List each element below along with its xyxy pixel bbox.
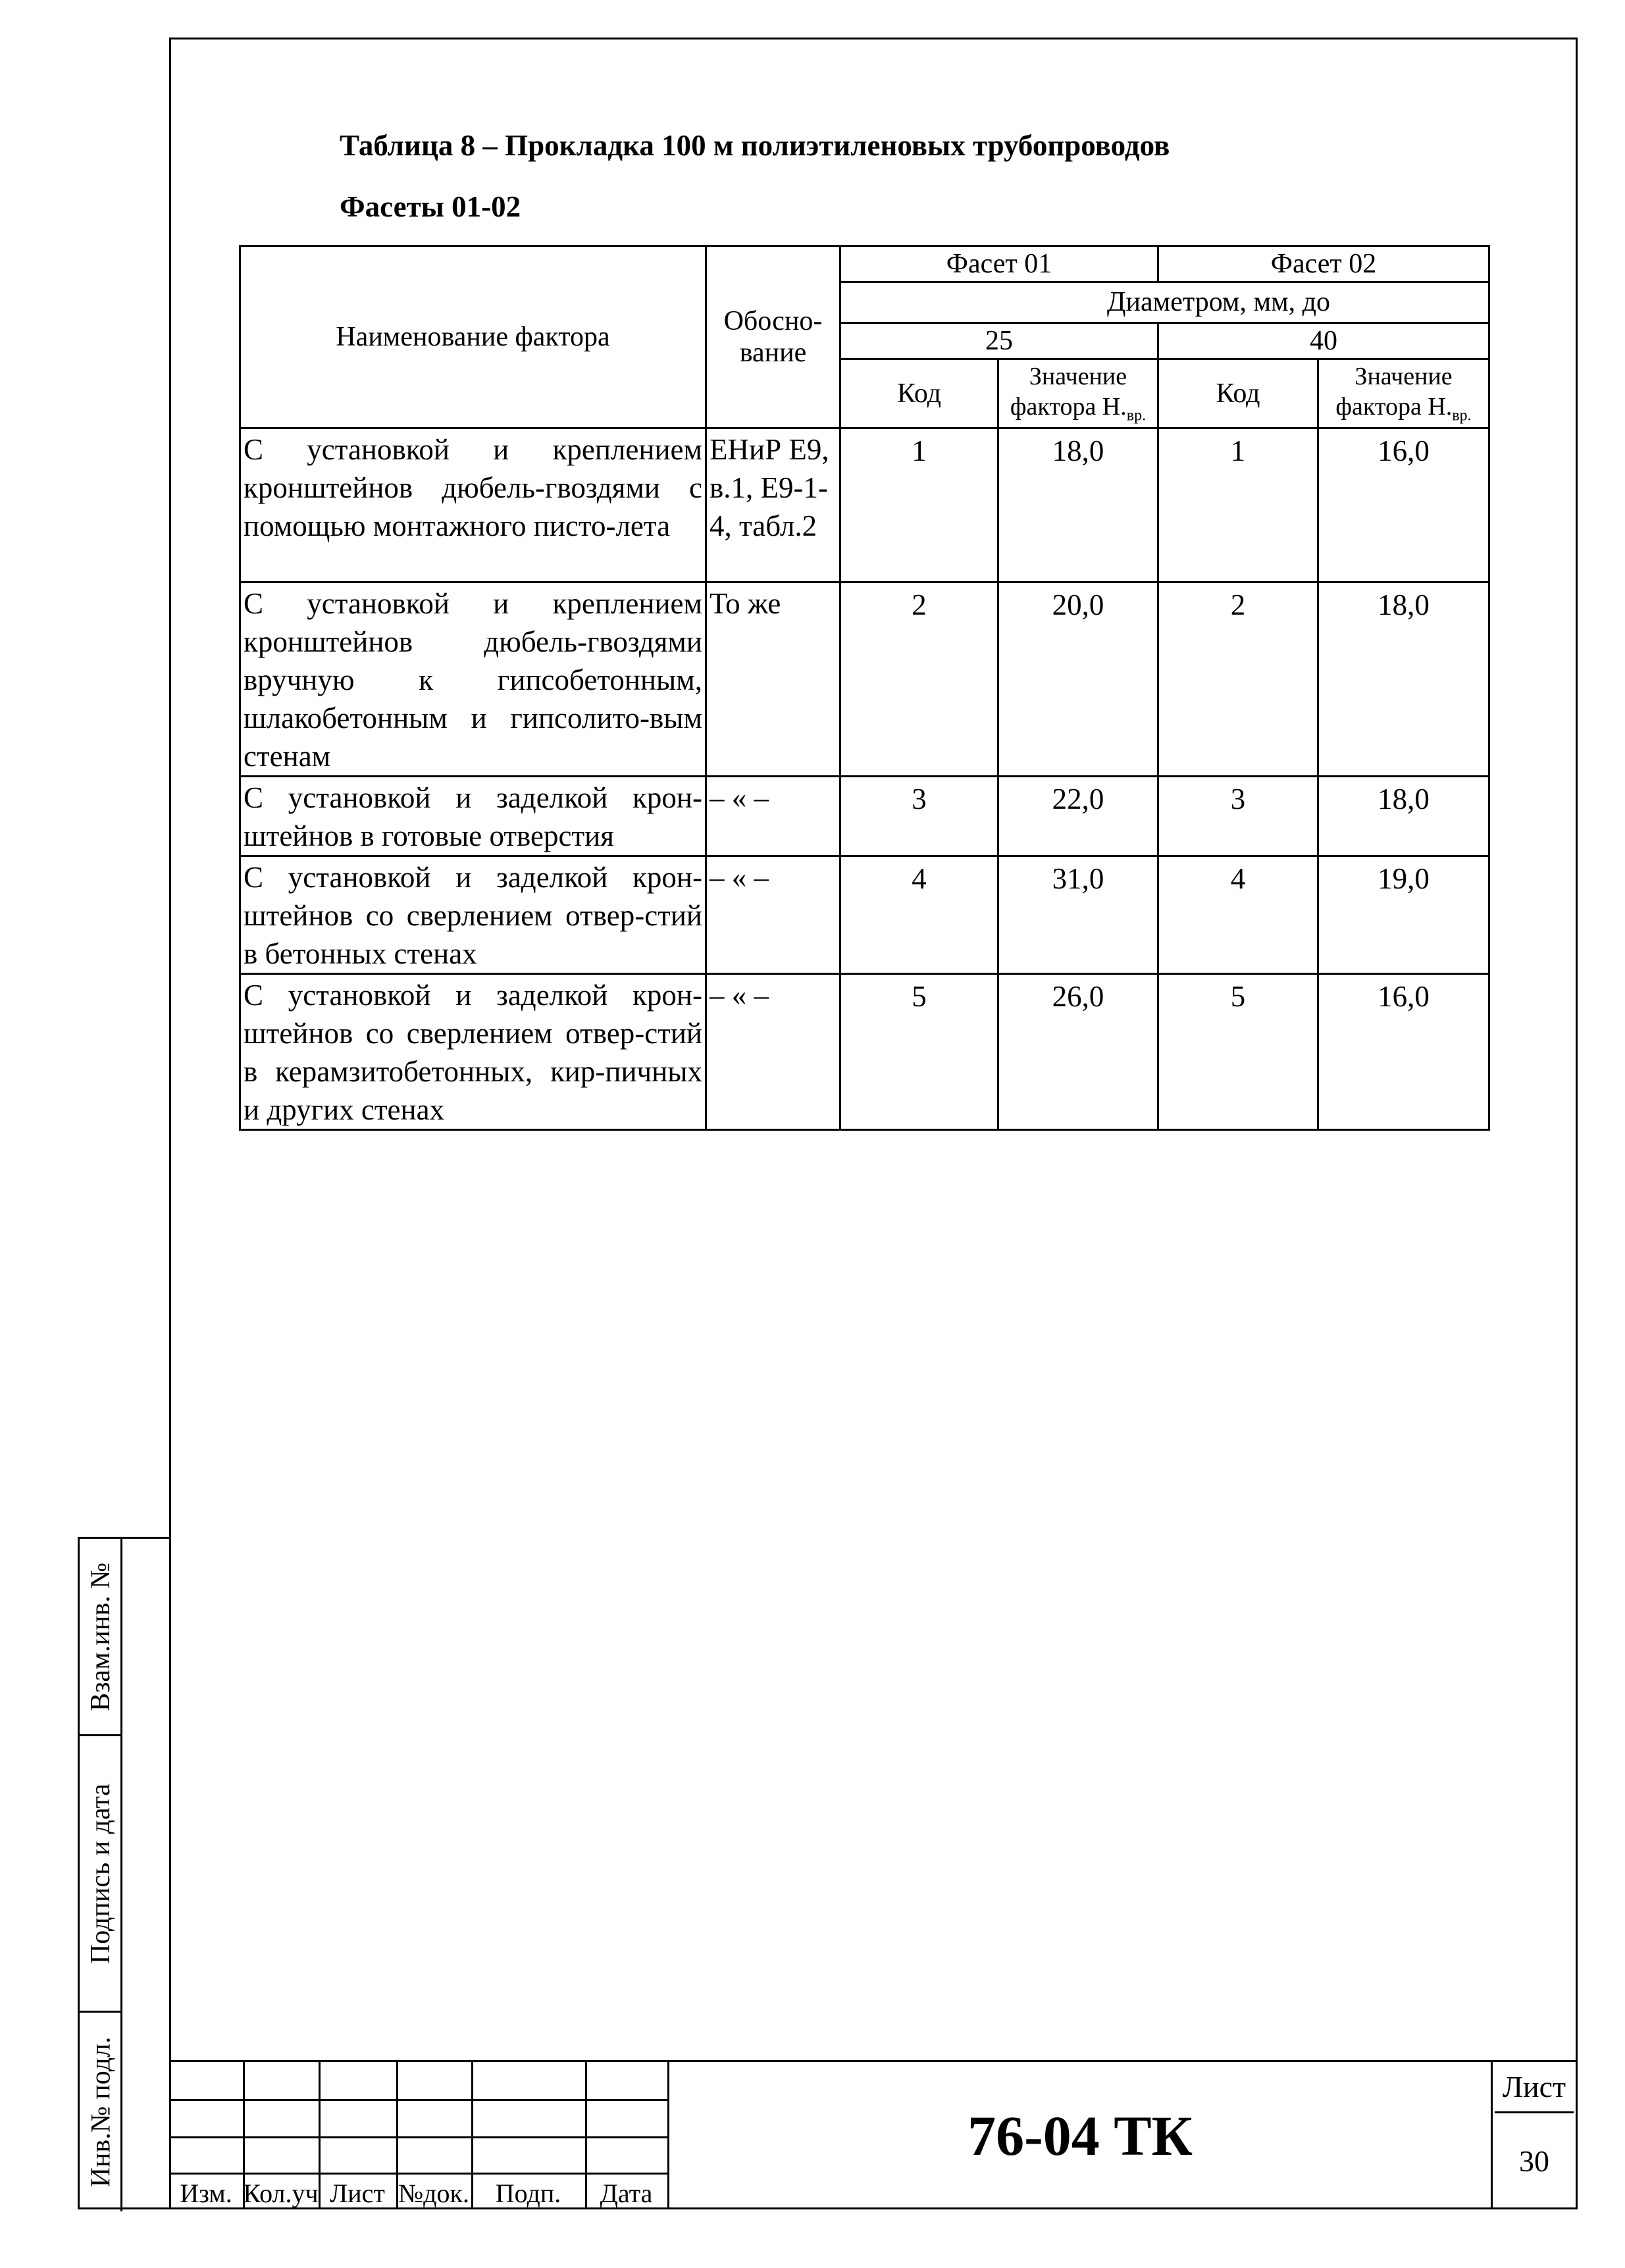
- table-row: С установкой и креплением кронштейнов дюбель-гвоздями с помощью монтажного писто-лета ЕНиР Е9, в.1, Е9-1-4, табл.2 1 18,0 1 16,0: [240, 428, 1489, 582]
- sheet-number: 30: [1519, 2144, 1549, 2178]
- side-stamp-divider: [120, 1539, 122, 2211]
- stamp-izm: Изм.: [180, 2178, 232, 2208]
- side-stamp-sign-date: Подпись и дата: [80, 1736, 122, 2013]
- side-stamp-swap-inv: Взам.инв. №: [80, 1539, 122, 1736]
- document-code: 76-04 ТК: [667, 2062, 1493, 2209]
- table-subtitle: Фасеты 01-02: [340, 190, 521, 223]
- header-code-1: Код: [840, 359, 998, 428]
- stamp-data: Дата: [600, 2178, 653, 2208]
- header-diameter-25: 25: [840, 323, 1158, 359]
- stamp-list: Лист: [330, 2178, 385, 2208]
- table-row: С установкой и креплением кронштейнов дюбель-гвоздями вручную к гипсобетонным, шлакобетонным и гипсолито-вым стенам То же 2 20,0 2 18,0: [240, 582, 1489, 777]
- header-basis: Обосно-вание: [706, 246, 840, 428]
- side-stamp-inv-no: Инв.№ подл.: [86, 2036, 116, 2188]
- header-diameter: Диаметром, мм, до: [840, 282, 1489, 323]
- table-row: С установкой и заделкой крон-штейнов со сверлением отвер-стий в бетонных стенах – « – 4 31,0 4 19,0: [240, 856, 1489, 974]
- header-code-2: Код: [1158, 359, 1318, 428]
- side-stamp: [78, 1537, 170, 2209]
- stamp-kol: Кол.уч: [243, 2178, 319, 2208]
- table-title: Таблица 8 – Прокладка 100 м полиэтиленовых трубопроводов: [340, 129, 1170, 162]
- table-row: С установкой и заделкой крон-штейнов со сверлением отвер-стий в керамзитобетонных, кир-пичных и других стенах – « – 5 26,0 5 16,0: [240, 974, 1489, 1130]
- header-diameter-40: 40: [1158, 323, 1489, 359]
- revision-grid: [169, 2062, 667, 2211]
- stamp-podp: Подп.: [495, 2178, 561, 2208]
- factor-table: [239, 245, 1490, 1131]
- header-value-1: Значение фактора $Н._{вр.}$: [998, 359, 1158, 428]
- sheet-label: Лист: [1495, 2062, 1574, 2113]
- header-factor-name: Наименование фактора: [240, 246, 706, 428]
- table-row: С установкой и заделкой крон-штейнов в готовые отверстия – « – 3 22,0 3 18,0: [240, 777, 1489, 856]
- stamp-ndok: №док.: [398, 2178, 469, 2208]
- title-block: [169, 2060, 1578, 2209]
- header-facet-02: Фасет 02: [1158, 246, 1489, 282]
- header-facet-01: Фасет 01: [840, 246, 1158, 282]
- header-value-2: Значение фактора $Н._{вр.}$: [1318, 359, 1489, 428]
